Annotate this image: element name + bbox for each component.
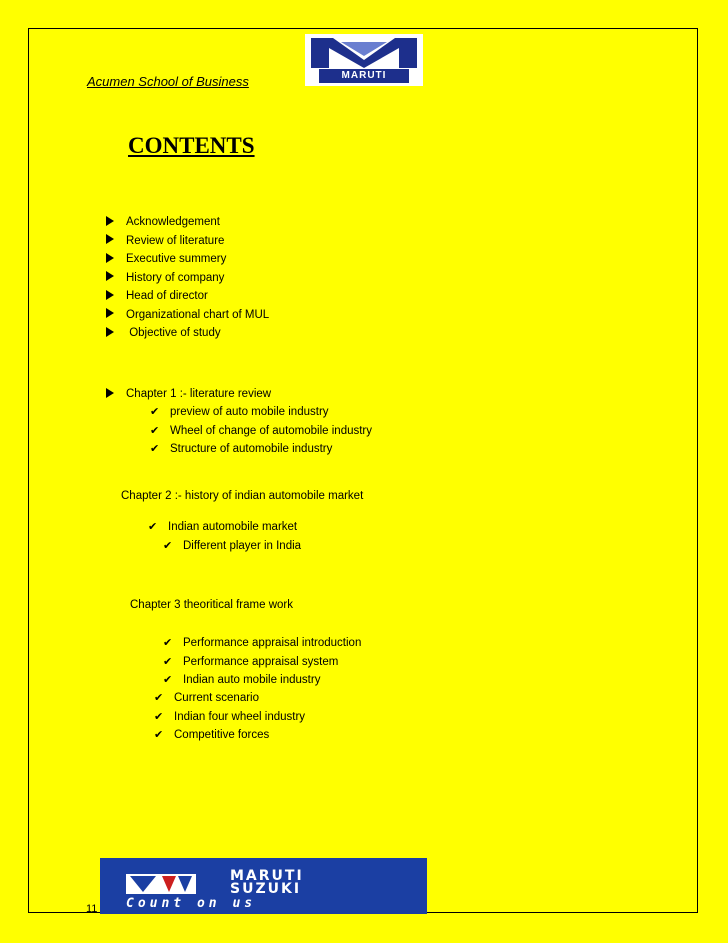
maruti-suzuki-logo — [100, 858, 427, 914]
list-item: ✔ Structure of automobile industry — [150, 440, 372, 459]
list-item: Organizational chart of MUL — [106, 306, 269, 325]
header-school-name: Acumen School of Business — [87, 74, 249, 89]
suzuki-emblem-icon — [126, 874, 196, 894]
list-item: ✔ Indian automobile market — [148, 518, 297, 537]
arrow-bullet-icon — [106, 216, 114, 226]
list-item: History of company — [106, 269, 269, 288]
check-mark-icon: ✔ — [163, 655, 173, 668]
arrow-bullet-icon — [106, 388, 114, 398]
list-item: ✔ Current scenario — [154, 689, 305, 708]
maruti-suzuki-brand: MARUTI SUZUKI — [230, 868, 304, 897]
arrow-bullet-icon — [106, 253, 114, 263]
page-number: 11 — [86, 903, 98, 915]
check-mark-icon: ✔ — [163, 540, 173, 552]
list-item: ✔ Indian auto mobile industry — [163, 671, 361, 690]
check-mark-icon: ✔ — [154, 710, 164, 723]
check-mark-icon: ✔ — [163, 637, 173, 649]
maruti-emblem-icon — [311, 38, 417, 68]
list-item: ✔ Indian four wheel industry — [154, 708, 305, 727]
chapter1-heading: Chapter 1 :- literature review — [106, 385, 271, 404]
list-item: Acknowledgement — [106, 213, 269, 232]
arrow-bullet-icon — [106, 271, 114, 281]
arrow-bullet-icon — [106, 327, 114, 337]
list-item: Executive summery — [106, 250, 269, 269]
brand-tagline: Count on us — [126, 896, 257, 911]
chapter2-item-1 — [148, 518, 297, 537]
list-item: ✔ Performance appraisal introduction — [163, 634, 361, 653]
intro-list — [106, 213, 269, 343]
check-mark-icon: ✔ — [150, 424, 160, 437]
list-item: Review of literature — [106, 232, 269, 251]
list-item: ✔ Competitive forces — [154, 726, 305, 745]
check-mark-icon: ✔ — [163, 674, 173, 686]
arrow-bullet-icon — [106, 308, 114, 318]
check-mark-icon: ✔ — [154, 692, 164, 704]
chapter2-item-2 — [163, 537, 301, 556]
check-mark-icon: ✔ — [148, 521, 158, 533]
arrow-bullet-icon — [106, 290, 114, 300]
list-item: ✔ preview of auto mobile industry — [150, 403, 372, 422]
check-mark-icon: ✔ — [150, 443, 160, 455]
maruti-logo — [305, 34, 423, 86]
list-item: ✔ Different player in India — [163, 537, 301, 556]
chapter1-heading-list — [106, 385, 271, 404]
maruti-logo-word: MARUTI — [319, 69, 409, 83]
list-item: Objective of study — [106, 324, 269, 343]
chapter3-items-b — [154, 689, 305, 745]
page-title: CONTENTS — [128, 133, 255, 158]
page-border — [28, 28, 698, 913]
arrow-bullet-icon — [106, 234, 114, 244]
chapter3-items-a — [163, 634, 361, 690]
check-mark-icon: ✔ — [154, 729, 164, 741]
chapter1-items — [150, 403, 372, 459]
list-item: ✔ Wheel of change of automobile industry — [150, 422, 372, 441]
check-mark-icon: ✔ — [150, 406, 160, 418]
list-item: Head of director — [106, 287, 269, 306]
list-item: ✔ Performance appraisal system — [163, 653, 361, 672]
chapter3-heading: Chapter 3 theoritical frame work — [130, 599, 293, 611]
chapter2-heading: Chapter 2 :- history of indian automobile market — [121, 490, 364, 502]
